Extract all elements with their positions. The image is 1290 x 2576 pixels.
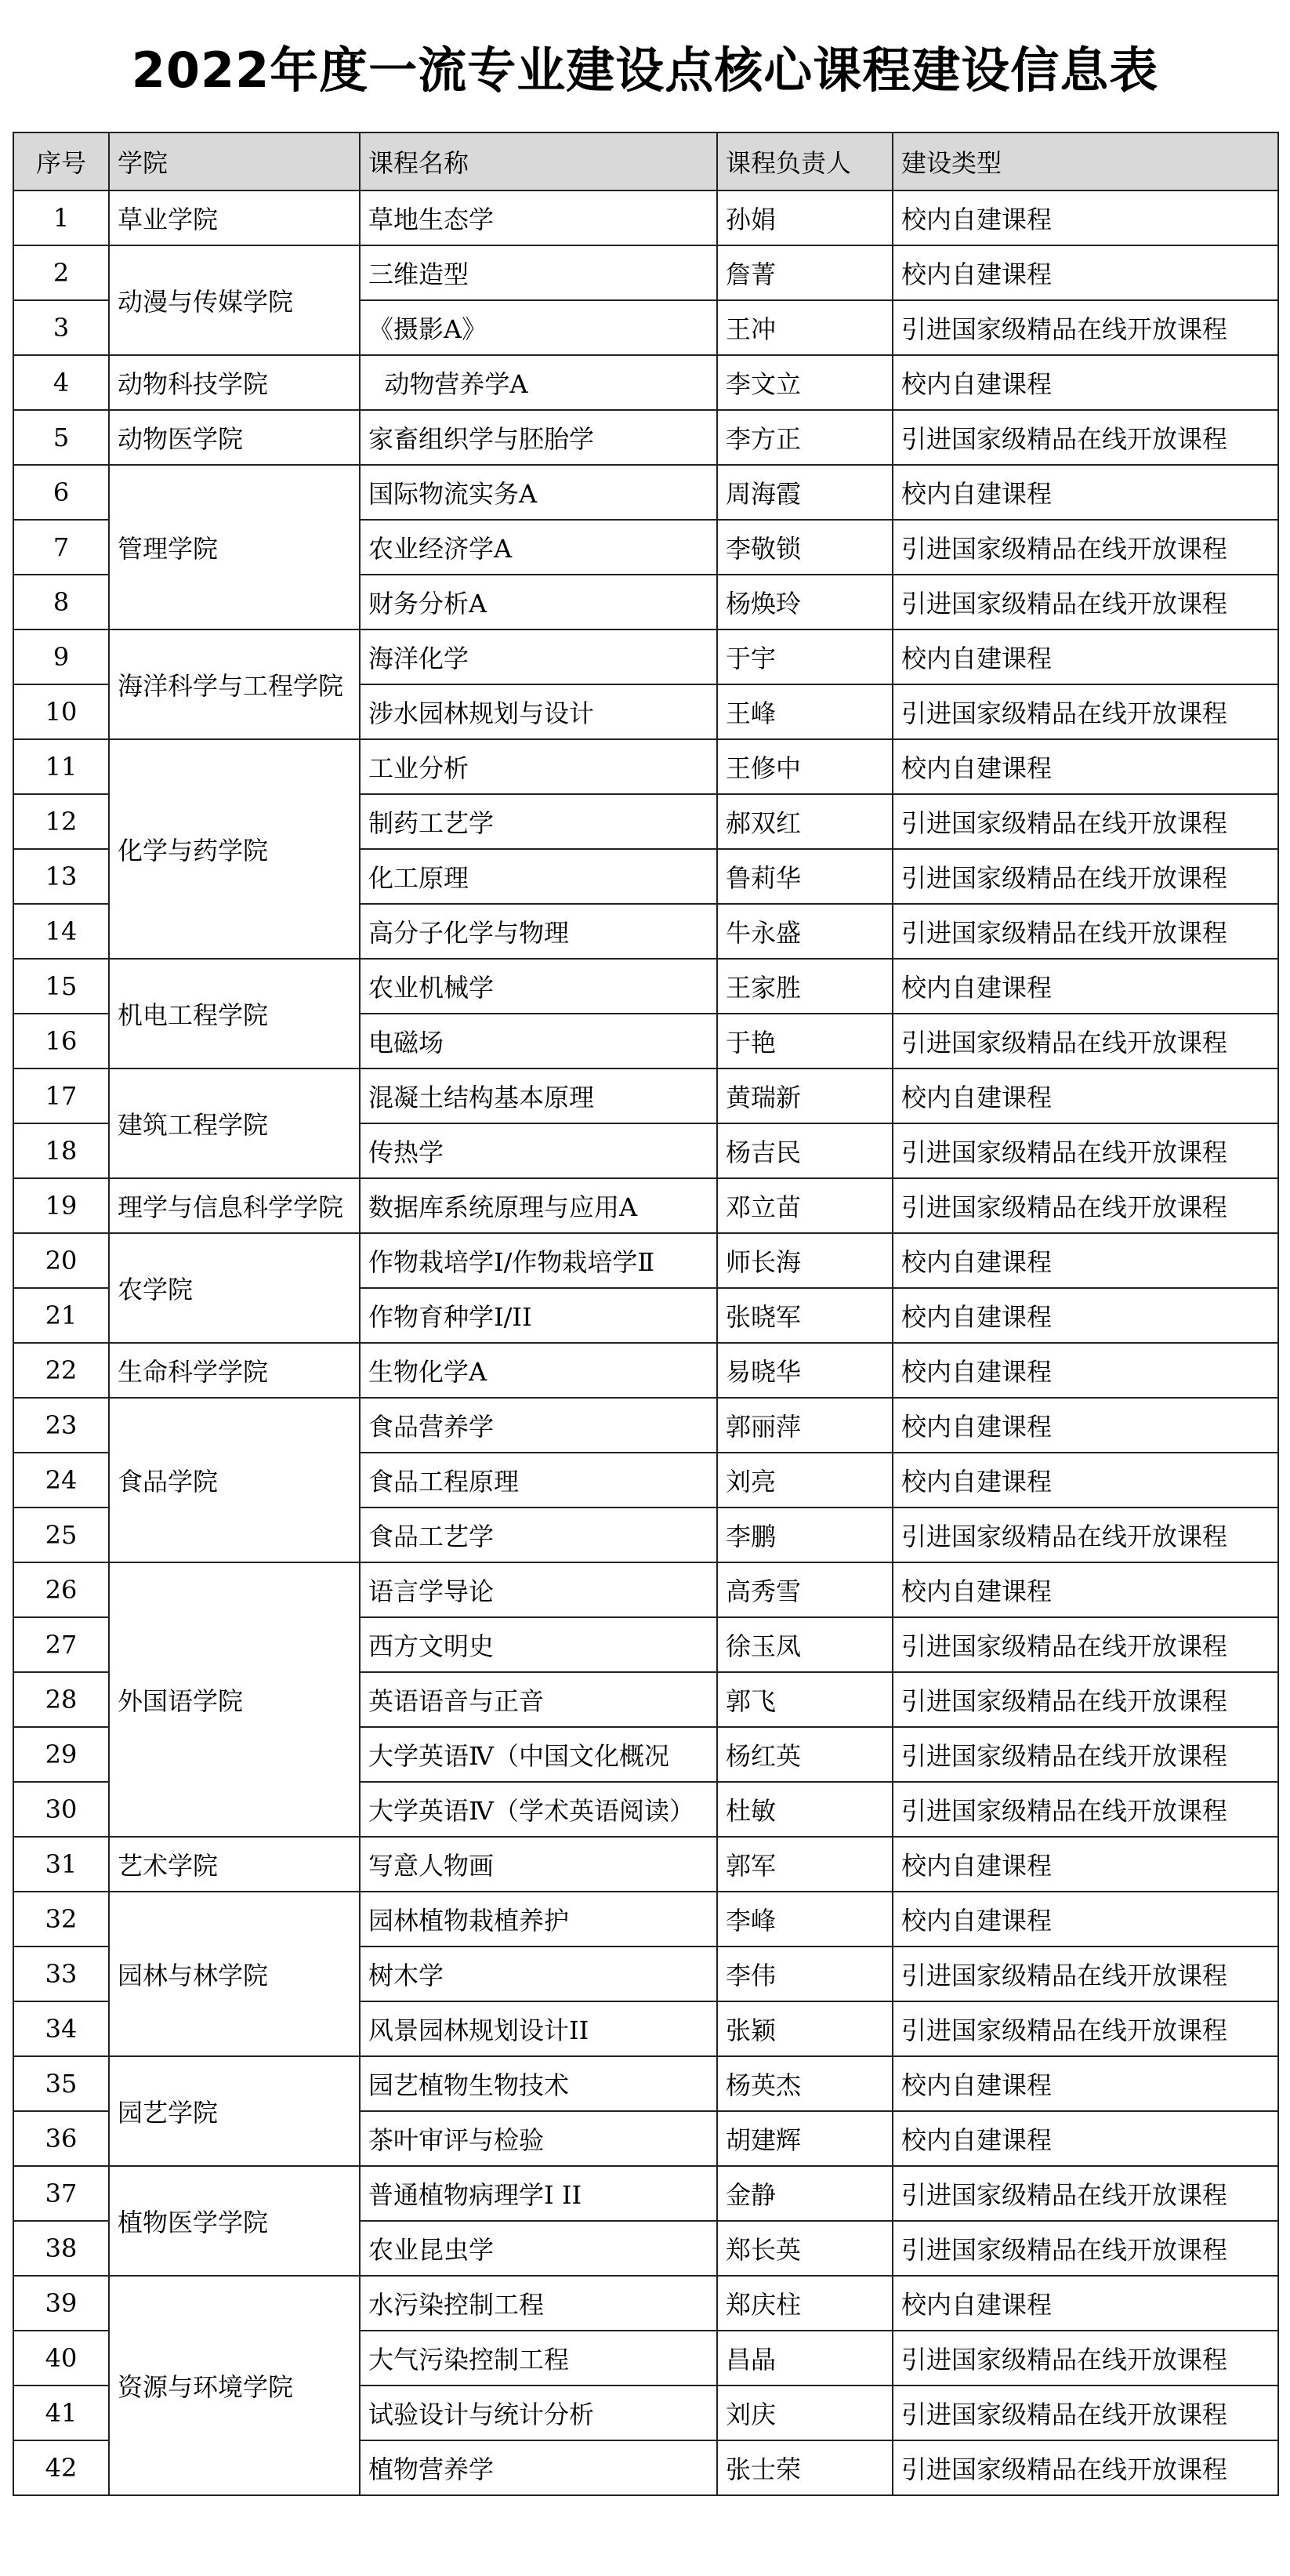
row-seq-cell: 30 (13, 1782, 109, 1837)
row-seq-cell: 6 (13, 465, 109, 520)
row-seq-cell: 15 (13, 959, 109, 1014)
row-college-cell: 草业学院 (109, 190, 360, 245)
row-type-cell: 引进国家级精品在线开放课程 (893, 1617, 1278, 1672)
row-type-cell: 校内自建课程 (893, 739, 1278, 794)
row-lead-cell: 郭丽萍 (717, 1398, 893, 1453)
row-lead-cell: 金静 (717, 2166, 893, 2221)
row-type-cell: 引进国家级精品在线开放课程 (893, 520, 1278, 575)
row-seq-cell: 29 (13, 1727, 109, 1782)
row-course-cell: 园林植物栽植养护 (360, 1892, 717, 1947)
row-seq-cell: 17 (13, 1068, 109, 1123)
row-college-cell: 资源与环境学院 (109, 2276, 360, 2495)
row-type-cell: 引进国家级精品在线开放课程 (893, 1947, 1278, 2001)
row-course-cell: 传热学 (360, 1123, 717, 1178)
row-type-cell: 校内自建课程 (893, 465, 1278, 520)
row-type-cell: 校内自建课程 (893, 1288, 1278, 1343)
row-seq-cell: 14 (13, 904, 109, 959)
row-type-cell: 引进国家级精品在线开放课程 (893, 904, 1278, 959)
table-row (13, 1837, 1278, 1892)
row-lead-cell: 徐玉凤 (717, 1617, 893, 1672)
row-course-cell: 制药工艺学 (360, 794, 717, 849)
table-row (13, 1178, 1278, 1233)
row-seq-cell: 7 (13, 520, 109, 575)
row-type-cell: 校内自建课程 (893, 1233, 1278, 1288)
row-college-cell: 机电工程学院 (109, 959, 360, 1068)
row-course-cell: 家畜组织学与胚胎学 (360, 410, 717, 465)
row-course-cell: 食品工程原理 (360, 1453, 717, 1508)
row-type-cell: 校内自建课程 (893, 355, 1278, 410)
row-seq-cell: 11 (13, 739, 109, 794)
row-lead-cell: 李伟 (717, 1947, 893, 2001)
row-course-cell: 化工原理 (360, 849, 717, 904)
header-lead: 课程负责人 (717, 132, 893, 190)
row-seq-cell: 12 (13, 794, 109, 849)
row-lead-cell: 郭军 (717, 1837, 893, 1892)
row-course-cell: 农业经济学A (360, 520, 717, 575)
row-seq-cell: 16 (13, 1014, 109, 1068)
row-lead-cell: 胡建辉 (717, 2111, 893, 2166)
row-seq-cell: 31 (13, 1837, 109, 1892)
row-seq-cell: 32 (13, 1892, 109, 1947)
row-lead-cell: 杨吉民 (717, 1123, 893, 1178)
row-lead-cell: 张晓军 (717, 1288, 893, 1343)
row-course-cell: 食品工艺学 (360, 1508, 717, 1562)
row-lead-cell: 刘亮 (717, 1453, 893, 1508)
row-course-cell: 国际物流实务A (360, 465, 717, 520)
row-college-cell: 艺术学院 (109, 1837, 360, 1892)
row-lead-cell: 孙娟 (717, 190, 893, 245)
row-course-cell: 大学英语Ⅳ（学术英语阅读） (360, 1782, 717, 1837)
row-course-cell: 数据库系统原理与应用A (360, 1178, 717, 1233)
table-row (13, 1562, 1278, 1617)
row-course-cell: 大学英语Ⅳ（中国文化概况 (360, 1727, 717, 1782)
row-college-cell: 园林与林学院 (109, 1892, 360, 2056)
row-college-cell: 动物科技学院 (109, 355, 360, 410)
row-college-cell: 建筑工程学院 (109, 1068, 360, 1178)
row-lead-cell: 周海霞 (717, 465, 893, 520)
row-seq-cell: 40 (13, 2331, 109, 2386)
row-type-cell: 引进国家级精品在线开放课程 (893, 684, 1278, 739)
row-type-cell: 引进国家级精品在线开放课程 (893, 1508, 1278, 1562)
row-lead-cell: 杜敏 (717, 1782, 893, 1837)
row-type-cell: 校内自建课程 (893, 959, 1278, 1014)
row-college-cell: 管理学院 (109, 465, 360, 629)
row-type-cell: 引进国家级精品在线开放课程 (893, 300, 1278, 355)
row-course-cell: 写意人物画 (360, 1837, 717, 1892)
row-seq-cell: 41 (13, 2386, 109, 2440)
row-lead-cell: 鲁莉华 (717, 849, 893, 904)
row-course-cell: 工业分析 (360, 739, 717, 794)
row-lead-cell: 李敬锁 (717, 520, 893, 575)
row-lead-cell: 王峰 (717, 684, 893, 739)
row-course-cell: 海洋化学 (360, 629, 717, 684)
row-college-cell: 动物医学院 (109, 410, 360, 465)
row-type-cell: 校内自建课程 (893, 1343, 1278, 1398)
header-seq: 序号 (13, 132, 109, 190)
row-type-cell: 校内自建课程 (893, 245, 1278, 300)
row-seq-cell: 35 (13, 2056, 109, 2111)
row-lead-cell: 李文立 (717, 355, 893, 410)
row-type-cell: 校内自建课程 (893, 1837, 1278, 1892)
row-college-cell: 食品学院 (109, 1398, 360, 1562)
table-row (13, 245, 1278, 300)
row-lead-cell: 郑长英 (717, 2221, 893, 2276)
row-lead-cell: 于艳 (717, 1014, 893, 1068)
row-lead-cell: 易晓华 (717, 1343, 893, 1398)
row-type-cell: 引进国家级精品在线开放课程 (893, 575, 1278, 629)
table-row (13, 190, 1278, 245)
table-row (13, 2166, 1278, 2221)
row-type-cell: 校内自建课程 (893, 629, 1278, 684)
row-seq-cell: 4 (13, 355, 109, 410)
row-college-cell: 外国语学院 (109, 1562, 360, 1837)
row-seq-cell: 10 (13, 684, 109, 739)
row-type-cell: 引进国家级精品在线开放课程 (893, 1727, 1278, 1782)
table-row (13, 2056, 1278, 2111)
row-course-cell: 农业昆虫学 (360, 2221, 717, 2276)
row-lead-cell: 杨英杰 (717, 2056, 893, 2111)
row-type-cell: 校内自建课程 (893, 1453, 1278, 1508)
table-row (13, 355, 1278, 410)
row-college-cell: 园艺学院 (109, 2056, 360, 2166)
row-seq-cell: 34 (13, 2001, 109, 2056)
row-seq-cell: 13 (13, 849, 109, 904)
row-lead-cell: 刘庆 (717, 2386, 893, 2440)
row-lead-cell: 郝双红 (717, 794, 893, 849)
row-course-cell: 风景园林规划设计II (360, 2001, 717, 2056)
row-course-cell: 英语语音与正音 (360, 1672, 717, 1727)
row-seq-cell: 26 (13, 1562, 109, 1617)
row-course-cell: 涉水园林规划与设计 (360, 684, 717, 739)
row-course-cell: 农业机械学 (360, 959, 717, 1014)
row-lead-cell: 黄瑞新 (717, 1068, 893, 1123)
row-lead-cell: 詹菁 (717, 245, 893, 300)
row-seq-cell: 27 (13, 1617, 109, 1672)
row-course-cell: 大气污染控制工程 (360, 2331, 717, 2386)
row-course-cell: 《摄影A》 (360, 300, 717, 355)
row-lead-cell: 王修中 (717, 739, 893, 794)
row-course-cell: 生物化学A (360, 1343, 717, 1398)
row-college-cell: 生命科学学院 (109, 1343, 360, 1398)
row-seq-cell: 42 (13, 2440, 109, 2495)
row-seq-cell: 3 (13, 300, 109, 355)
row-course-cell: 园艺植物生物技术 (360, 2056, 717, 2111)
table-row (13, 465, 1278, 520)
row-type-cell: 引进国家级精品在线开放课程 (893, 2440, 1278, 2495)
row-lead-cell: 王家胜 (717, 959, 893, 1014)
row-seq-cell: 25 (13, 1508, 109, 1562)
row-course-cell: 电磁场 (360, 1014, 717, 1068)
row-type-cell: 引进国家级精品在线开放课程 (893, 410, 1278, 465)
row-type-cell: 引进国家级精品在线开放课程 (893, 1178, 1278, 1233)
row-type-cell: 引进国家级精品在线开放课程 (893, 794, 1278, 849)
row-course-cell: 作物栽培学Ⅰ/作物栽培学Ⅱ (360, 1233, 717, 1288)
row-course-cell: 语言学导论 (360, 1562, 717, 1617)
row-seq-cell: 9 (13, 629, 109, 684)
row-type-cell: 校内自建课程 (893, 1892, 1278, 1947)
row-seq-cell: 20 (13, 1233, 109, 1288)
row-course-cell: 财务分析A (360, 575, 717, 629)
row-type-cell: 引进国家级精品在线开放课程 (893, 1672, 1278, 1727)
row-seq-cell: 23 (13, 1398, 109, 1453)
table-row (13, 1892, 1278, 1947)
row-college-cell: 植物医学学院 (109, 2166, 360, 2276)
row-type-cell: 引进国家级精品在线开放课程 (893, 2001, 1278, 2056)
row-type-cell: 校内自建课程 (893, 1562, 1278, 1617)
row-seq-cell: 1 (13, 190, 109, 245)
row-college-cell: 化学与药学院 (109, 739, 360, 959)
row-seq-cell: 2 (13, 245, 109, 300)
row-seq-cell: 22 (13, 1343, 109, 1398)
table-row (13, 1343, 1278, 1398)
row-course-cell: 树木学 (360, 1947, 717, 2001)
row-type-cell: 引进国家级精品在线开放课程 (893, 849, 1278, 904)
row-lead-cell: 张颖 (717, 2001, 893, 2056)
row-type-cell: 校内自建课程 (893, 1068, 1278, 1123)
row-lead-cell: 杨红英 (717, 1727, 893, 1782)
row-type-cell: 引进国家级精品在线开放课程 (893, 2386, 1278, 2440)
row-college-cell: 海洋科学与工程学院 (109, 629, 360, 739)
row-seq-cell: 38 (13, 2221, 109, 2276)
row-lead-cell: 李峰 (717, 1892, 893, 1947)
row-course-cell: 西方文明史 (360, 1617, 717, 1672)
row-lead-cell: 邓立苗 (717, 1178, 893, 1233)
row-lead-cell: 郑庆柱 (717, 2276, 893, 2331)
row-seq-cell: 37 (13, 2166, 109, 2221)
row-type-cell: 引进国家级精品在线开放课程 (893, 2166, 1278, 2221)
row-seq-cell: 21 (13, 1288, 109, 1343)
row-seq-cell: 36 (13, 2111, 109, 2166)
table-row (13, 629, 1278, 684)
table-header-row (13, 132, 1278, 190)
row-seq-cell: 18 (13, 1123, 109, 1178)
row-type-cell: 引进国家级精品在线开放课程 (893, 1123, 1278, 1178)
row-seq-cell: 33 (13, 1947, 109, 2001)
row-seq-cell: 19 (13, 1178, 109, 1233)
row-course-cell: 食品营养学 (360, 1398, 717, 1453)
row-type-cell: 校内自建课程 (893, 2056, 1278, 2111)
row-seq-cell: 24 (13, 1453, 109, 1508)
row-college-cell: 动漫与传媒学院 (109, 245, 360, 355)
row-lead-cell: 李方正 (717, 410, 893, 465)
row-college-cell: 理学与信息科学学院 (109, 1178, 360, 1233)
header-course: 课程名称 (360, 132, 717, 190)
row-seq-cell: 8 (13, 575, 109, 629)
row-type-cell: 校内自建课程 (893, 2111, 1278, 2166)
page-title: 2022年度一流专业建设点核心课程建设信息表 (131, 41, 1159, 99)
row-lead-cell: 郭飞 (717, 1672, 893, 1727)
row-lead-cell: 高秀雪 (717, 1562, 893, 1617)
row-course-cell: 作物育种学I/II (360, 1288, 717, 1343)
row-lead-cell: 于宇 (717, 629, 893, 684)
row-seq-cell: 5 (13, 410, 109, 465)
row-course-cell: 茶叶审评与检验 (360, 2111, 717, 2166)
row-lead-cell: 杨焕玲 (717, 575, 893, 629)
row-lead-cell: 牛永盛 (717, 904, 893, 959)
course-info-table (13, 132, 1279, 2496)
table-row (13, 410, 1278, 465)
row-seq-cell: 39 (13, 2276, 109, 2331)
row-type-cell: 引进国家级精品在线开放课程 (893, 2221, 1278, 2276)
row-type-cell: 引进国家级精品在线开放课程 (893, 1782, 1278, 1837)
row-type-cell: 引进国家级精品在线开放课程 (893, 2331, 1278, 2386)
table-row (13, 1233, 1278, 1288)
row-course-cell: 动物营养学A (360, 355, 717, 410)
table-row (13, 1398, 1278, 1453)
table-row (13, 959, 1278, 1014)
row-college-cell: 农学院 (109, 1233, 360, 1343)
row-lead-cell: 李鹏 (717, 1508, 893, 1562)
row-type-cell: 校内自建课程 (893, 2276, 1278, 2331)
row-seq-cell: 28 (13, 1672, 109, 1727)
row-course-cell: 植物营养学 (360, 2440, 717, 2495)
row-type-cell: 校内自建课程 (893, 190, 1278, 245)
table-body (13, 190, 1278, 2495)
row-lead-cell: 张士荣 (717, 2440, 893, 2495)
row-course-cell: 高分子化学与物理 (360, 904, 717, 959)
row-course-cell: 草地生态学 (360, 190, 717, 245)
table-row (13, 1068, 1278, 1123)
row-course-cell: 混凝土结构基本原理 (360, 1068, 717, 1123)
row-lead-cell: 昌晶 (717, 2331, 893, 2386)
row-lead-cell: 师长海 (717, 1233, 893, 1288)
header-type: 建设类型 (893, 132, 1278, 190)
table-row (13, 2276, 1278, 2331)
row-type-cell: 校内自建课程 (893, 1398, 1278, 1453)
row-course-cell: 三维造型 (360, 245, 717, 300)
row-course-cell: 普通植物病理学I II (360, 2166, 717, 2221)
header-college: 学院 (109, 132, 360, 190)
row-course-cell: 试验设计与统计分析 (360, 2386, 717, 2440)
row-type-cell: 引进国家级精品在线开放课程 (893, 1014, 1278, 1068)
row-lead-cell: 王冲 (717, 300, 893, 355)
row-course-cell: 水污染控制工程 (360, 2276, 717, 2331)
table-row (13, 739, 1278, 794)
